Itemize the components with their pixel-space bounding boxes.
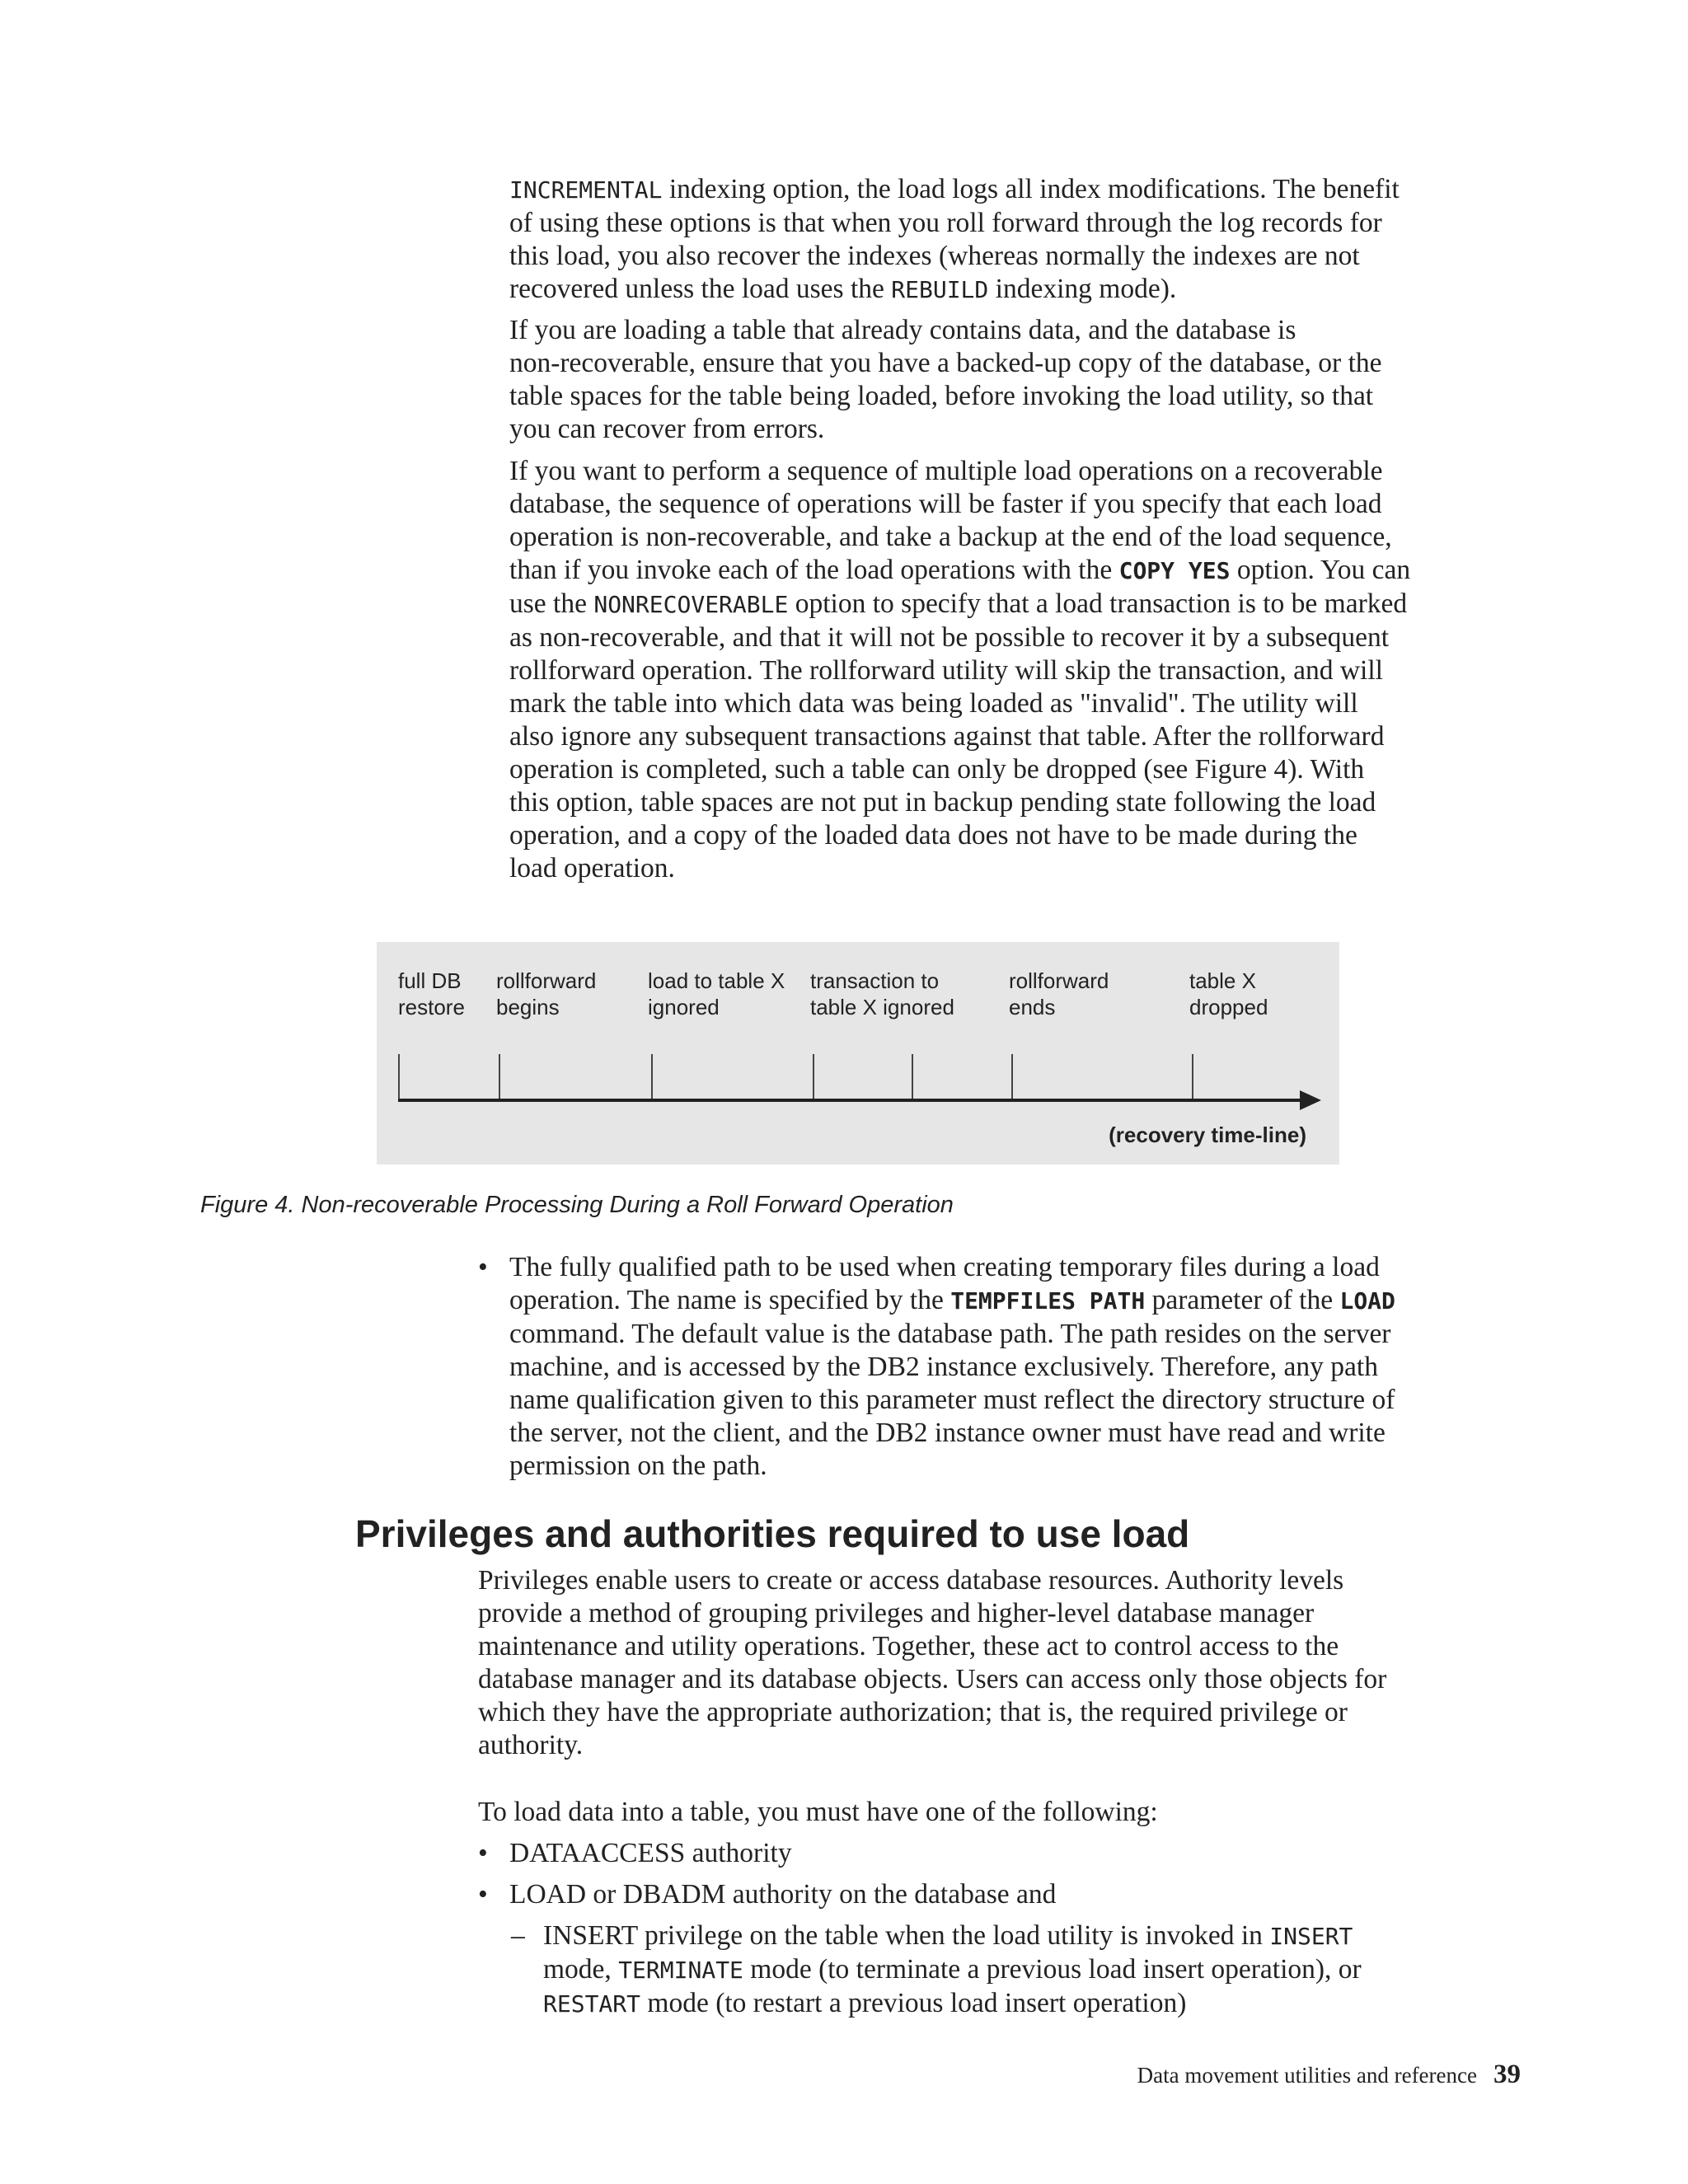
page-number: 39 — [1493, 2060, 1521, 2089]
tempfiles-path-keyword: TEMPFILES PATH — [950, 1287, 1146, 1315]
copy-yes-keyword: COPY YES — [1118, 557, 1231, 584]
arrow-right-icon — [1300, 1090, 1321, 1110]
tick-mark — [1192, 1054, 1193, 1100]
tick-mark — [651, 1054, 653, 1100]
restart-keyword: RESTART — [543, 1990, 641, 2018]
requirement-statement: To load data into a table, you must have one of the following: — [478, 1797, 1158, 1827]
tick-mark — [813, 1054, 814, 1100]
tick-mark — [912, 1054, 913, 1100]
rebuild-keyword: REBUILD — [891, 276, 989, 303]
list-item-dataaccess: DATAACCESS authority — [509, 1838, 792, 1868]
section-heading: Privileges and authorities required to use load — [355, 1512, 1190, 1555]
intro-paragraph: INCREMENTAL indexing option, the load logs all index modifications. The benefit of using these options is that when you roll forward through the log records for this load, you also recover the indexes (whereas normally the indexes are not recovered unless the load uses the REBUILD indexing mode). — [509, 174, 1400, 304]
tick-mark — [1011, 1054, 1013, 1100]
tick-mark — [499, 1054, 500, 1100]
insert-keyword: INSERT — [1269, 1923, 1353, 1950]
incremental-keyword: INCREMENTAL — [509, 176, 663, 204]
list-item-load-dbadm: LOAD or DBADM authority on the database and — [509, 1879, 1057, 1910]
nonrecoverable-keyword: NONRECOVERABLE — [593, 591, 789, 618]
sub-list-item-insert-privilege: INSERT privilege on the table when the load utility is invoked in INSERT mode, TERMINATE mode (to terminate a previous load insert operation), or RESTART mode (to restart a previous load insert operation) — [543, 1920, 1362, 2018]
timeline-axis — [398, 1099, 1305, 1102]
footer-title: Data movement utilities and reference — [1137, 2063, 1477, 2088]
bullet-mark: • — [478, 1838, 488, 1868]
bullet-mark: • — [478, 1879, 488, 1910]
bullet-mark: • — [478, 1252, 488, 1282]
figure-caption: Figure 4. Non-recoverable Processing During a Roll Forward Operation — [200, 1192, 954, 1218]
recovery-timeline-figure — [377, 942, 1339, 1165]
sequence-paragraph: If you want to perform a sequence of multiple load operations on a recoverable database, the sequence of operations will be faster if you specify that each load operation is non-recoverable, and take a backup at the end of the load sequence, than if you invoke each of the load operations with the COPY YES option. You can use the NONRECOVERABLE option to specify that a load transaction is to be marked as non-recoverable, and that it will not be possible to recover it by a subsequent rollforward operation. The rollforward utility will skip the transaction, and will mark the table into which data was being loaded as "invalid". The utility will also ignore any subsequent transactions against that table. After the rollforward operation is completed, such a table can only be dropped (see Figure 4). With this option, table spaces are not put in backup pending state following the load operation, and a copy of the loaded data does not have to be made during the load operation. — [509, 456, 1411, 883]
page-footer — [1137, 2060, 1521, 2090]
event-full-db-restore: full DB restore — [398, 968, 465, 1019]
event-rollforward-begins: rollforward begins — [496, 968, 597, 1019]
event-table-dropped: table X dropped — [1189, 968, 1268, 1019]
tempfiles-paragraph: The fully qualified path to be used when creating temporary files during a load operation. The name is specified by the TEMPFILES PATH parameter of the LOAD command. The default value is the database path. The path resides on the server machine, and is accessed by the DB2 instance exclusively. Therefore, any path name qualification given to this parameter must reflect the directory structure of the server, not the client, and the DB2 instance owner must have read and write permission on the path. — [509, 1252, 1395, 1481]
dash-mark: – — [511, 1920, 525, 1951]
event-rollforward-ends: rollforward ends — [1009, 968, 1109, 1019]
tick-mark — [398, 1054, 400, 1100]
event-transaction-ignored: transaction to table X ignored — [810, 968, 954, 1019]
loading-existing-paragraph: If you are loading a table that already contains data, and the database is non-recoverable, ensure that you have a backed-up copy of the database, or the table spaces for the table being loaded, before invoking the load utility, so that you can recover from errors. — [509, 315, 1382, 444]
terminate-keyword: TERMINATE — [618, 1957, 743, 1984]
load-keyword: LOAD — [1339, 1287, 1395, 1315]
axis-title: (recovery time-line) — [1109, 1122, 1306, 1147]
event-load-ignored: load to table X ignored — [648, 968, 785, 1019]
privileges-intro-paragraph: Privileges enable users to create or access database resources. Authority levels provide a method of grouping privileges and higher-level database manager maintenance and utility operations. Together, these act to control access to the database manager and its database objects. Users can access only those objects for which they have the appropriate authorization; that is, the required privilege or authority. — [478, 1565, 1387, 1760]
